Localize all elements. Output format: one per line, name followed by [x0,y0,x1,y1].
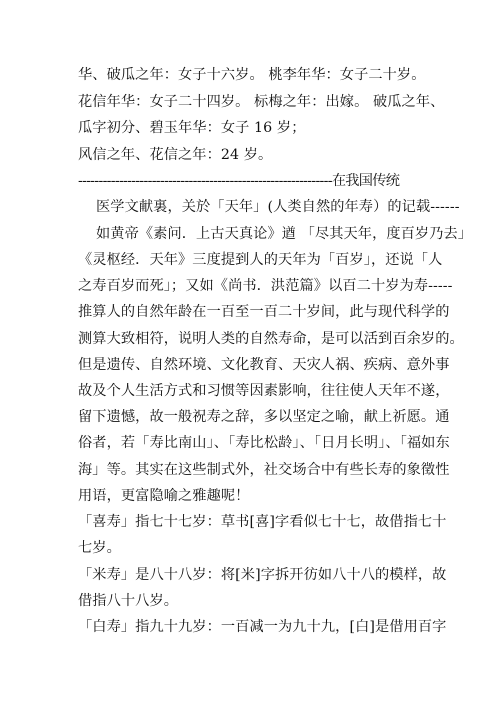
text-line: 测算大致相符，说明人类的自然寿命，是可以活到百余岁的。 [78,331,464,347]
text-line: 「白寿」指九十九岁：一百减一为九十九，[白]是借用百字 [78,619,447,635]
text-line: 推算人的自然年龄在一百至一百二十岁间，此与现代科学的 [78,304,450,320]
text-line: 「喜寿」指七十七岁：草书[喜]字看似七十七，故借指七十 [78,514,447,530]
text-line: 医学文献裏，关於「天年」(人类自然的年寿）的记载------ [96,199,460,215]
text-line: 故及个人生活方式和习惯等因素影响，往往使人天年不遂， [78,383,450,399]
text-line: 俗者，若「寿比南山」、「寿比松龄」、「日月长明」、「福如东 [78,435,450,451]
text-line: 风信之年、花信之年：24 岁。 [78,147,273,163]
text-line: 但是遗传、自然环境、文化教育、天灾人祸、疾病、意外事 [78,357,450,373]
text-line: 海」等。其实在这些制式外，社交场合中有些长寿的象徵性 [78,462,450,478]
text-line: 「米寿」是八十八岁：将[米]字拆开彷如八十八的模样，故 [78,567,447,583]
text-line: 用语，更富隐喻之雅趣呢！ [78,488,250,504]
text-line: 华、破瓜之年：女子十六岁。 桃李年华：女子二十岁。 [78,67,426,83]
text-line: 花信年华：女子二十四岁。 标梅之年：出嫁。 破瓜之年、 [78,94,445,110]
text-line: 七岁。 [78,540,121,556]
text-line: 瓜字初分、碧玉年华：女子 16 岁； [78,120,306,136]
text-line: 借指八十八岁。 [78,593,179,609]
text-line: 如黄帝《素问．上古天真论》遒 「尽其天年，度百岁乃去」 [96,226,473,242]
text-line: --------------------------------------------------------------在我国传统 [78,173,400,189]
text-line: 留下遗憾，故一般祝寿之辞，多以坚定之喻，献上祈愿。通 [78,409,450,425]
text-line: 之寿百岁而死」；又如《尚书．洪范篇》以百二十岁为寿----- [78,278,453,294]
text-line: 《灵枢经．天年》三度提到人的天年为「百岁」，还说「人 [78,252,443,268]
